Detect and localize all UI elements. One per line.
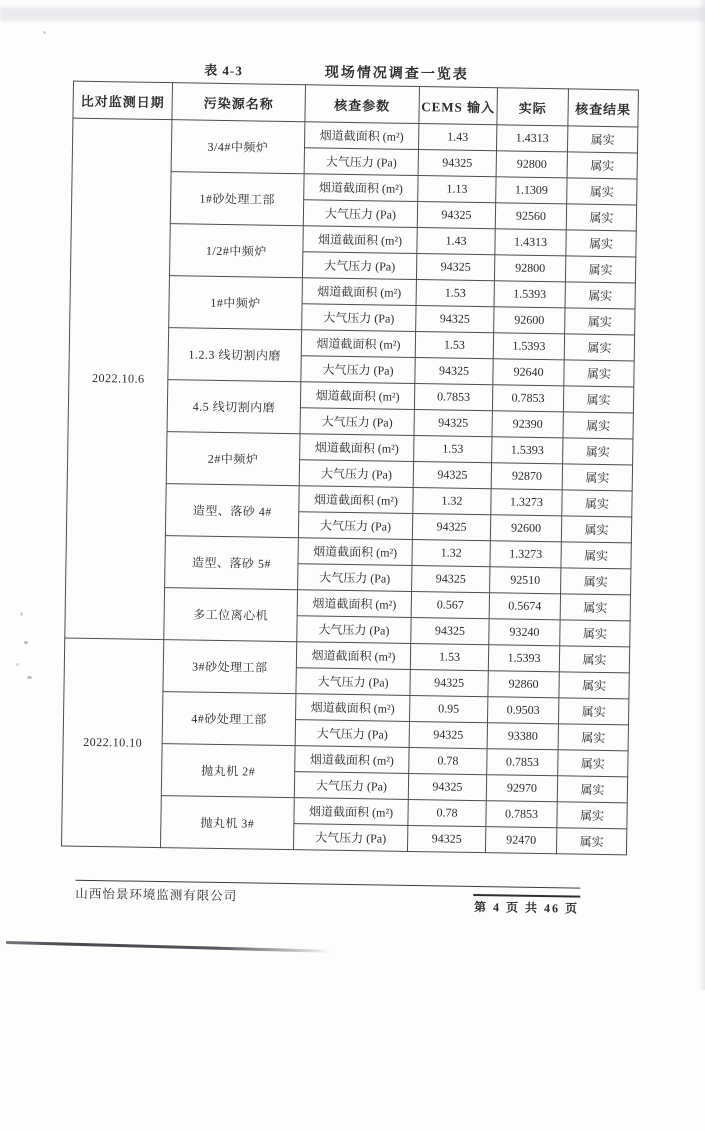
cems-input-cell: 1.53 (416, 280, 494, 307)
cems-input-cell: 94325 (408, 773, 486, 800)
actual-cell: 0.5674 (489, 593, 560, 620)
footer-company: 山西怡景环境监测有限公司 (75, 886, 238, 904)
result-cell: 属实 (561, 516, 631, 543)
cems-input-cell: 94325 (418, 150, 496, 177)
header-result: 核查结果 (568, 89, 639, 127)
page-footer (75, 880, 580, 917)
actual-cell: 92470 (485, 827, 556, 854)
result-cell: 属实 (563, 412, 633, 439)
cems-input-cell: 94325 (416, 306, 494, 333)
actual-cell: 1.5393 (494, 281, 565, 308)
actual-cell: 1.1309 (496, 177, 567, 204)
source-cell: 抛丸机 2# (161, 744, 295, 798)
parameter-cell: 烟道截面积 (m²) (299, 486, 413, 514)
cems-input-cell: 1.53 (415, 332, 493, 359)
actual-cell: 92560 (495, 203, 566, 230)
source-cell: 1.2.3 线切割内磨 (168, 328, 302, 382)
source-cell: 1#砂处理工部 (170, 172, 304, 226)
result-cell: 属实 (557, 776, 627, 803)
actual-cell: 92970 (486, 775, 557, 802)
parameter-cell: 大气压力 (Pa) (300, 408, 414, 436)
actual-cell: 92600 (490, 515, 561, 542)
result-cell: 属实 (563, 386, 633, 413)
result-cell: 属实 (561, 568, 631, 595)
source-cell: 2#中频炉 (166, 432, 300, 486)
cems-input-cell: 94325 (414, 410, 492, 437)
cems-input-cell: 94325 (407, 825, 485, 852)
actual-cell: 92640 (493, 359, 564, 386)
date-cell: 2022.10.6 (65, 118, 172, 639)
header-actual: 实际 (497, 88, 569, 126)
actual-cell: 92600 (494, 307, 565, 334)
source-cell: 4#砂处理工部 (162, 692, 296, 746)
cems-input-cell: 1.53 (410, 643, 488, 670)
parameter-cell: 大气压力 (Pa) (294, 772, 408, 800)
parameter-cell: 大气压力 (Pa) (298, 564, 412, 592)
result-cell: 属实 (559, 672, 629, 699)
result-cell: 属实 (562, 464, 632, 491)
actual-cell: 92800 (496, 151, 567, 178)
cems-input-cell: 94325 (410, 669, 488, 696)
cems-input-cell: 1.53 (414, 436, 492, 463)
parameter-cell: 烟道截面积 (m²) (302, 278, 416, 306)
actual-cell: 1.4313 (495, 229, 566, 256)
actual-cell: 92870 (491, 463, 562, 490)
parameter-cell: 烟道截面积 (m²) (296, 694, 410, 722)
result-cell: 属实 (558, 698, 628, 725)
cems-input-cell: 94325 (409, 721, 487, 748)
result-cell: 属实 (565, 282, 635, 309)
actual-cell: 1.5393 (493, 333, 564, 360)
result-cell: 属实 (565, 308, 635, 335)
actual-cell: 0.7853 (492, 385, 563, 412)
parameter-cell: 烟道截面积 (m²) (304, 174, 418, 202)
result-cell: 属实 (567, 126, 637, 153)
parameter-cell: 烟道截面积 (m²) (300, 434, 414, 462)
cems-input-cell: 0.7853 (414, 384, 492, 411)
header-date: 比对监测日期 (73, 81, 173, 120)
parameter-cell: 烟道截面积 (m²) (294, 798, 408, 826)
result-cell: 属实 (557, 802, 627, 829)
cems-input-cell: 1.13 (418, 176, 496, 203)
actual-cell: 0.9503 (488, 697, 559, 724)
actual-cell: 93380 (487, 723, 558, 750)
result-cell: 属实 (559, 646, 629, 673)
date-cell: 2022.10.10 (62, 638, 164, 848)
cems-input-cell: 0.95 (410, 695, 488, 722)
cems-input-cell: 1.43 (418, 124, 496, 151)
parameter-cell: 大气压力 (Pa) (296, 668, 410, 696)
page-title: 现场情况调查一览表 (324, 65, 469, 83)
parameter-cell: 烟道截面积 (m²) (298, 538, 412, 566)
result-cell: 属实 (567, 152, 637, 179)
parameter-cell: 烟道截面积 (m²) (296, 642, 410, 670)
result-cell: 属实 (560, 620, 630, 647)
result-cell: 属实 (565, 256, 635, 283)
parameter-cell: 大气压力 (Pa) (295, 720, 409, 748)
source-cell: 1/2#中频炉 (169, 224, 303, 278)
cems-input-cell: 94325 (417, 202, 495, 229)
actual-cell: 1.5393 (488, 645, 559, 672)
result-cell: 属实 (567, 178, 637, 205)
cems-input-cell: 94325 (416, 254, 494, 281)
footer-page-number: 第 4 页 共 46 页 (473, 894, 580, 917)
parameter-cell: 大气压力 (Pa) (299, 460, 413, 488)
source-cell: 造型、落砂 5# (165, 536, 299, 590)
actual-cell: 1.3273 (491, 489, 562, 516)
result-cell: 属实 (562, 490, 632, 517)
parameter-cell: 大气压力 (Pa) (302, 304, 416, 332)
parameter-cell: 大气压力 (Pa) (298, 512, 412, 540)
source-cell: 4.5 线切割内磨 (167, 380, 301, 434)
actual-cell: 93240 (489, 619, 560, 646)
actual-cell: 92390 (492, 411, 563, 438)
cems-input-cell: 0.78 (409, 747, 487, 774)
parameter-cell: 大气压力 (Pa) (297, 616, 411, 644)
title-bar (204, 60, 644, 87)
actual-cell: 1.4313 (496, 125, 567, 152)
actual-cell: 92510 (490, 567, 561, 594)
result-cell: 属实 (561, 542, 631, 569)
cems-input-cell: 1.32 (412, 539, 490, 566)
source-cell: 3/4#中频炉 (171, 120, 305, 174)
actual-cell: 0.7853 (486, 801, 557, 828)
result-cell: 属实 (566, 230, 636, 257)
result-cell: 属实 (563, 438, 633, 465)
result-cell: 属实 (564, 360, 634, 387)
cems-input-cell: 94325 (411, 617, 489, 644)
cems-input-cell: 0.567 (411, 591, 489, 618)
parameter-cell: 大气压力 (Pa) (301, 356, 415, 384)
cems-input-cell: 94325 (415, 358, 493, 385)
actual-cell: 1.3273 (490, 541, 561, 568)
source-cell: 抛丸机 3# (160, 796, 294, 850)
table-label: 表 4-3 (204, 62, 243, 79)
actual-cell: 1.5393 (492, 437, 563, 464)
parameter-cell: 烟道截面积 (m²) (303, 226, 417, 254)
result-cell: 属实 (558, 724, 628, 751)
actual-cell: 0.7853 (487, 749, 558, 776)
header-source: 污染源名称 (172, 83, 306, 122)
result-cell: 属实 (558, 750, 628, 777)
parameter-cell: 大气压力 (Pa) (304, 148, 418, 176)
result-cell: 属实 (556, 828, 626, 855)
parameter-cell: 烟道截面积 (m²) (301, 330, 415, 358)
cems-input-cell: 1.32 (413, 487, 491, 514)
header-cems-input: CEMS 输入 (419, 87, 498, 125)
parameter-cell: 烟道截面积 (m²) (297, 590, 411, 618)
cems-input-cell: 94325 (412, 565, 490, 592)
parameter-cell: 烟道截面积 (m²) (295, 746, 409, 774)
parameter-cell: 大气压力 (Pa) (303, 200, 417, 228)
result-cell: 属实 (566, 204, 636, 231)
result-cell: 属实 (560, 594, 630, 621)
cems-input-cell: 0.78 (408, 799, 486, 826)
actual-cell: 92800 (494, 255, 565, 282)
parameter-cell: 大气压力 (Pa) (302, 252, 416, 280)
result-cell: 属实 (564, 334, 634, 361)
header-parameter: 核查参数 (305, 85, 420, 124)
survey-table (61, 81, 639, 856)
source-cell: 造型、落砂 4# (165, 484, 299, 538)
parameter-cell: 烟道截面积 (m²) (305, 122, 419, 150)
cems-input-cell: 1.43 (417, 228, 495, 255)
actual-cell: 92860 (488, 671, 559, 698)
source-cell: 3#砂处理工部 (163, 640, 297, 694)
cems-input-cell: 94325 (412, 513, 490, 540)
source-cell: 1#中频炉 (169, 276, 303, 330)
parameter-cell: 烟道截面积 (m²) (300, 382, 414, 410)
parameter-cell: 大气压力 (Pa) (293, 824, 407, 852)
cems-input-cell: 94325 (413, 461, 491, 488)
source-cell: 多工位离心机 (164, 588, 298, 642)
